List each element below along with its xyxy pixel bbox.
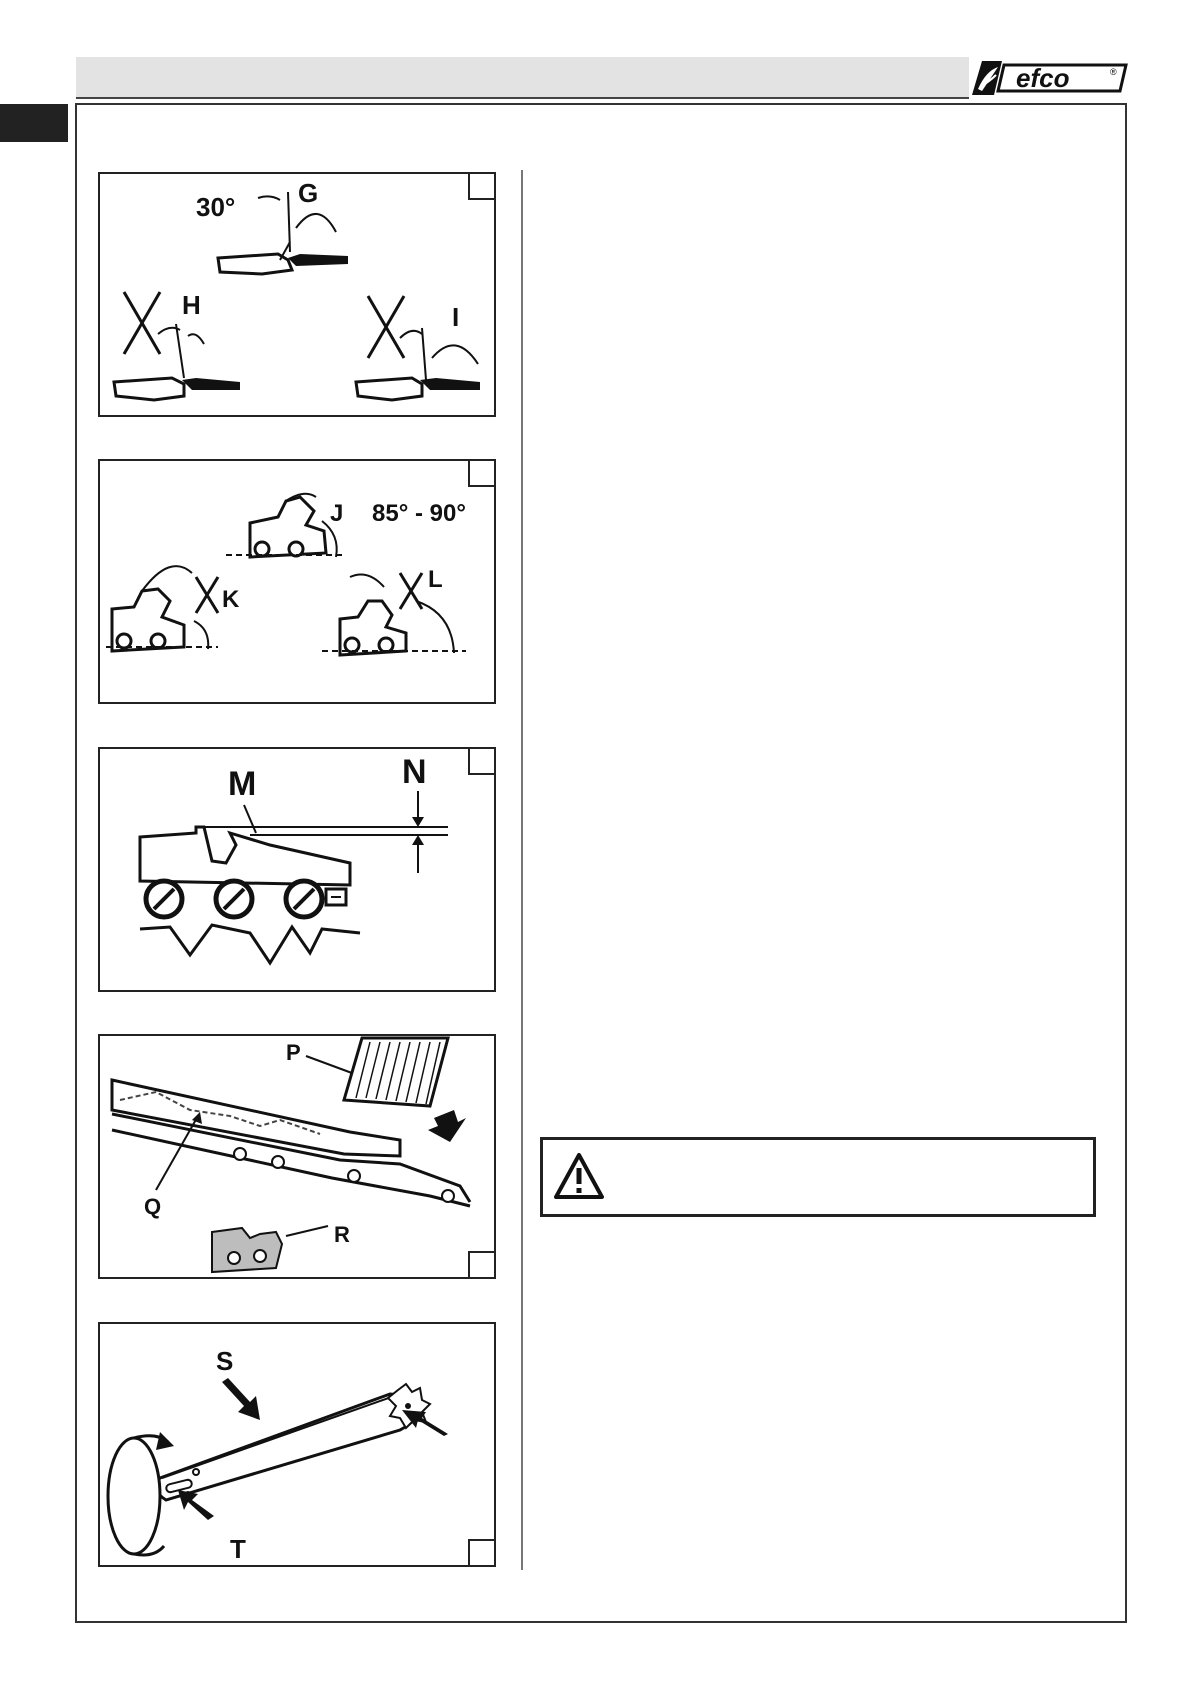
efco-logo — [968, 57, 1128, 99]
language-side-tab — [0, 104, 68, 142]
column-divider — [521, 170, 523, 1570]
label-Q: Q — [144, 1194, 162, 1219]
label-I: I — [452, 302, 460, 332]
angle-label-85-90: 85° - 90° — [372, 500, 466, 527]
label-N: N — [402, 753, 427, 791]
logo-text: efco — [1016, 63, 1070, 93]
warning-box — [540, 1137, 1096, 1217]
label-G: G — [298, 178, 319, 208]
label-T: T — [230, 1534, 246, 1564]
header-bar — [76, 57, 969, 99]
figure-depth-gauge — [98, 747, 496, 992]
figure-file-tool — [98, 1034, 496, 1279]
figure-top-plate-angle — [98, 172, 496, 417]
label-M: M — [228, 765, 257, 803]
label-P: P — [286, 1040, 301, 1065]
label-S: S — [216, 1346, 234, 1376]
label-H: H — [182, 290, 201, 320]
label-L: L — [428, 566, 443, 593]
figure-side-plate-angle — [98, 459, 496, 704]
label-J: J — [330, 500, 344, 527]
registered-mark: ® — [1110, 67, 1117, 77]
figure-guide-bar — [98, 1322, 496, 1567]
label-K: K — [222, 586, 240, 613]
label-R: R — [334, 1222, 350, 1247]
angle-label-30: 30° — [196, 192, 236, 222]
warning-triangle-icon — [553, 1152, 605, 1200]
